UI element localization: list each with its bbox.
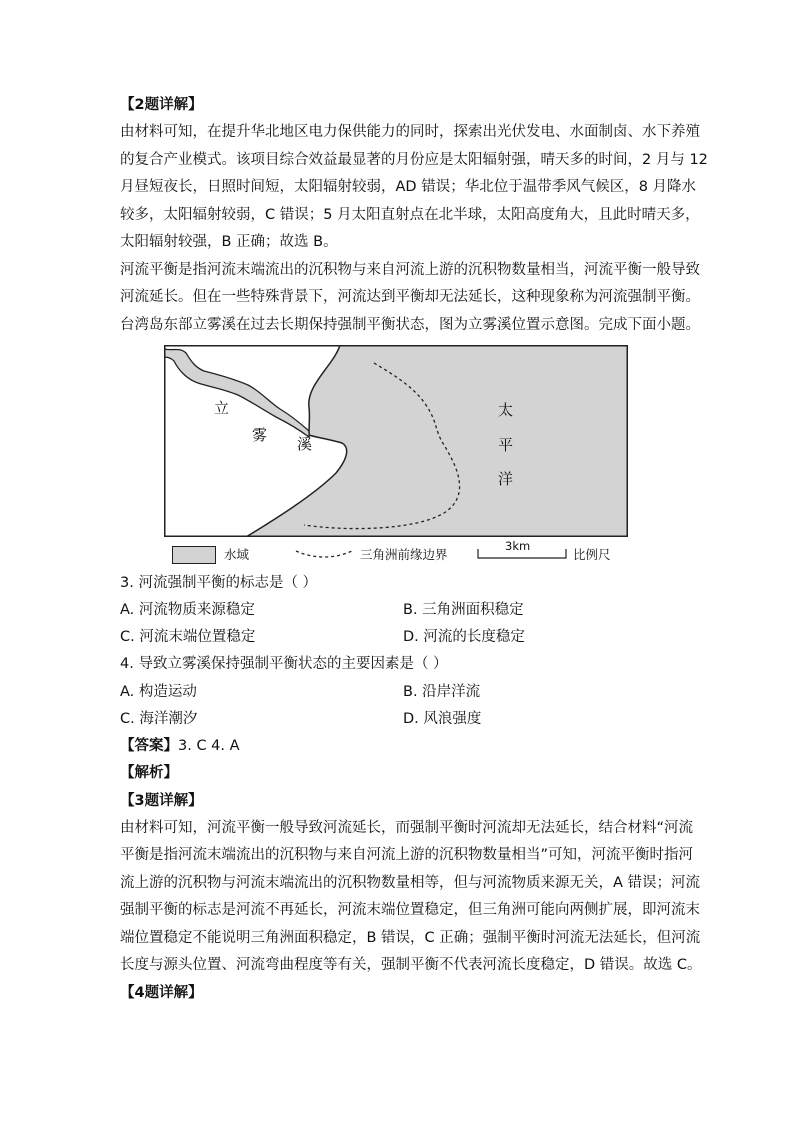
map-label-li: 立: [214, 399, 230, 417]
q3-option-b[interactable]: B. 三角洲面积稳定: [403, 602, 524, 618]
sec3-line-5: 端位置稳定不能说明三角洲面积稳定，B 错误，C 正确；强制平衡时河流无法延长，但河流: [120, 930, 701, 946]
intro-line-1: 河流平衡是指河流末端流出的沉积物与来自河流上游的沉积物数量相当，河流平衡一般导致: [120, 262, 700, 278]
map-label-ping: 平: [498, 436, 514, 454]
answer-line: [120, 737, 240, 755]
sec3-line-2: 平衡是指河流末端流出的沉积物与来自河流上游的沉积物数量相当”可知，河流平衡时指河: [120, 847, 694, 863]
sec4-header: 【4题详解】: [120, 985, 203, 1001]
sec2-line-4: 较多，太阳辐射较弱，C 错误；5 月太阳直射点在北半球，太阳高度角大，且此时晴天多，: [120, 207, 700, 223]
sec3-header: 【3题详解】: [120, 793, 203, 809]
sec3-line-6: 长度与源头位置、河流弯曲程度等有关，强制平衡不代表河流长度稳定，D 错误。故选 C。: [120, 957, 702, 973]
analysis-header: 【解析】: [120, 765, 178, 781]
sec2-header: 【2题详解】: [120, 97, 203, 113]
sec2-line-2: 的复合产业模式。该项目综合效益最显著的月份应是太阳辐射强，晴天多的时间，2 月与 12: [120, 152, 708, 168]
river-liwuxi: [164, 349, 309, 437]
map-label-tai: 太: [498, 401, 514, 419]
map-label-wu: 雾: [252, 426, 268, 444]
answer-value: 3. C 4. A: [178, 738, 240, 754]
sec3-line-4: 强制平衡的标志是河流不再延长，河流末端位置稳定，但三角洲可能向两侧扩展，即河流末: [120, 902, 700, 918]
map-label-yang: 洋: [498, 470, 514, 488]
intro-line-2: 河流延长。但在一些特殊背景下，河流达到平衡却无法延长，这种现象称为河流强制平衡。: [120, 289, 700, 305]
q4-option-b[interactable]: B. 沿岸洋流: [403, 684, 481, 700]
intro-line-3: 台湾岛东部立雾溪在过去长期保持强制平衡状态，图为立雾溪位置示意图。完成下面小题。: [120, 317, 700, 333]
legend-water-swatch: [172, 546, 216, 564]
answer-label: 【答案】: [120, 738, 178, 754]
map-figure: [164, 345, 628, 537]
q4-stem: 4. 导致立雾溪保持强制平衡状态的主要因素是（ ）: [120, 656, 448, 672]
q3-option-a[interactable]: A. 河流物质来源稳定: [120, 602, 255, 618]
map-svg: [164, 345, 628, 537]
sec3-line-1: 由材料可知，河流平衡一般导致河流延长，而强制平衡时河流却无法延长，结合材料“河流: [120, 820, 694, 836]
q3-stem: 3. 河流强制平衡的标志是（ ）: [120, 575, 318, 591]
sec3-line-3: 流上游的沉积物与河流末端流出的沉积物数量相等，但与河流物质来源无关，A 错误；河流: [120, 875, 701, 891]
q3-option-d[interactable]: D. 河流的长度稳定: [403, 629, 525, 645]
legend-delta-label: 三角洲前缘边界: [360, 547, 448, 562]
legend-scale-label: 比例尺: [573, 547, 611, 562]
map-label-xi: 溪: [297, 435, 313, 453]
q4-option-d[interactable]: D. 风浪强度: [403, 711, 482, 727]
q4-option-a[interactable]: A. 构造运动: [120, 684, 197, 700]
q4-option-c[interactable]: C. 海洋潮汐: [120, 711, 198, 727]
sec2-line-3: 月昼短夜长，日照时间短，太阳辐射较弱，AD 错误；华北位于温带季风气候区，8 月降水: [120, 179, 697, 195]
legend-water-label: 水域: [224, 547, 250, 562]
sec2-line-1: 由材料可知，在提升华北地区电力保供能力的同时，探索出光伏发电、水面制卤、水下养殖: [120, 124, 700, 140]
sec2-line-5: 太阳辐射较强，B 正确；故选 B。: [120, 234, 338, 250]
map-legend: [172, 539, 632, 565]
legend-scale-value: 3km: [505, 539, 531, 553]
q3-option-c[interactable]: C. 河流末端位置稳定: [120, 629, 256, 645]
legend-delta-dash: [294, 547, 354, 561]
